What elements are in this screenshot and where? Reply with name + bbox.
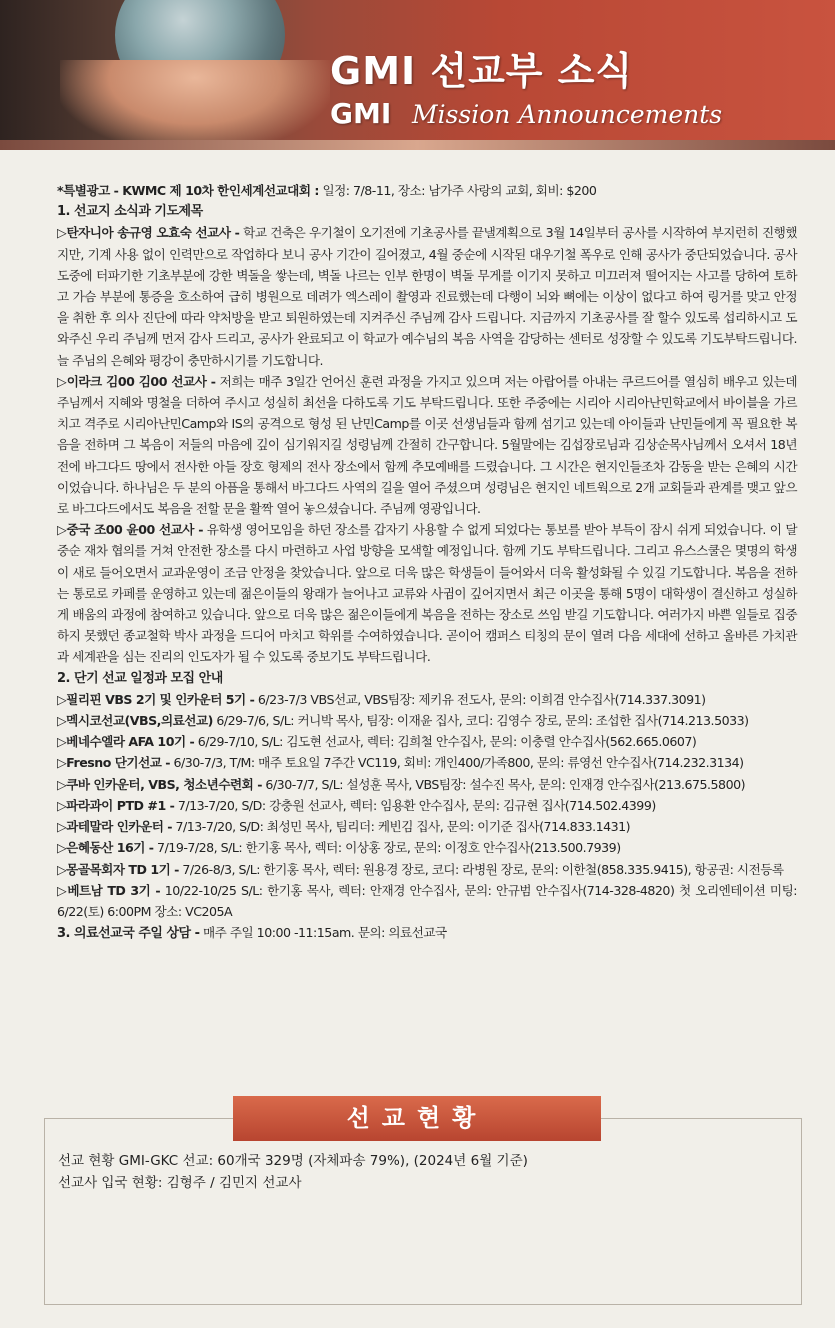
status-box	[44, 1118, 802, 1305]
banner-stripe	[0, 140, 835, 150]
status-header: 선교현황	[233, 1096, 601, 1141]
status-line-mission: 선교 현황 GMI-GKC 선교: 60개국 329명 (자체파송 79%), (2024년 6월 기준)	[58, 1153, 528, 1169]
special-announcement-text: 일정: 7/8-11, 장소: 남가주 사랑의 교회, 회비: $200	[318, 183, 597, 198]
section1-title: 1. 선교지 소식과 기도제목	[57, 204, 203, 220]
trip-item-grace-mountain: ▷은혜동산 16기 - 7/19-7/28, S/L: 한기홍 목사, 렉터: 이상홍 장로, 문의: 이정호 안수집사(213.500.7939)	[57, 840, 621, 856]
title-en-gmi: GMI	[330, 97, 392, 130]
trip-item-fresno: ▷Fresno 단기선교 - 6/30-7/3, T/M: 매주 토요일 7주간 VC119, 회비: 개인400/가족800, 문의: 류영선 안수집사(714.232.3134)	[57, 755, 744, 771]
announcements-body	[57, 180, 797, 944]
trip-item-cuba: ▷쿠바 인카운터, VBS, 청소년수련회 - 6/30-7/7, S/L: 설성훈 목사, VBS팀장: 설수진 목사, 문의: 인재경 안수집사(213.675.5800)	[57, 776, 746, 792]
section3-text: 매주 주일 10:00 -11:15am. 문의: 의료선교국	[199, 925, 447, 941]
trip-item-guatemala: ▷과테말라 인카운터 - 7/13-7/20, S/D: 최성민 목사, 팀리더: 케빈김 집사, 문의: 이기준 집사(714.833.1431)	[57, 819, 631, 835]
status-text	[58, 1150, 778, 1194]
trip-item-philippines: ▷필리핀 VBS 2기 및 인카운터 5기 - 6/23-7/3 VBS선교, VBS팀장: 제키유 전도사, 문의: 이희겸 안수집사(714.337.3091)	[57, 691, 706, 707]
section3-title: 3. 의료선교국 주일 상담 -	[57, 926, 200, 942]
page-title: GMI 선교부 소식	[330, 49, 634, 93]
trip-item-mongolia: ▷몽골목회자 TD 1기 - 7/26-8/3, S/L: 한기홍 목사, 렉터: 원용경 장로, 코디: 라병원 장로, 문의: 이한철(858.335.9415), 항공권: 시전등록	[57, 861, 784, 877]
section3	[57, 922, 797, 944]
trip-item-vietnam: ▷베트남 TD 3기 - 10/22-10/25 S/L: 한기홍 목사, 렉터: 안재경 안수집사, 문의: 안규범 안수집사(714-328-4820) 첫 오리엔테이션 미팅: 6/22(토) 6:00PM 장소: VC205A	[57, 882, 797, 919]
trip-item-venezuela: ▷베네수엘라 AFA 10기 - 6/29-7/10, S/L: 김도현 선교사, 렉터: 김희철 안수집사, 문의: 이충렬 안수집사(562.665.0607)	[57, 734, 697, 750]
hands-image	[60, 60, 330, 150]
status-line-arrivals: 선교사 입국 현황: 김형주 / 김민지 선교사	[58, 1175, 302, 1191]
mission-item-china: ▷중국 조00 윤00 선교사 - 유학생 영어모임을 하던 장소를 갑자기 사용할 수 없게 되었다는 통보를 받아 부득이 잠시 쉬게 되었습니다. 이 달 중순 재차 협의를 거쳐 안전한 장소를 다시 마련하고 사업 방향을 모색할 예정입니다. 함께 기도 부탁드립니다. 그리고 유스스쿨은 몇명의 학생이 새로 들어오면서 교과운영이 조금 안정을 찾았습니다. 앞으로 더욱 많은 학생들이 들어와서 더욱 활성화될 수 있길 기도합니다. 복음을 전하는 통로로 카페를 운영하고 있는데 젊은이들의 왕래가 늘어나고 교류와 사귐이 깊어지면서 최근 이곳을 통해 5명이 대학생이 결신하고 성실하게 배움의 과정에 참여하고 있습니다. 앞으로 더욱 많은 젊은이들에게 복음을 전하는 장소로 쓰임 받길 기도합니다. 여러가지 바쁜 일들로 집중하지 못했던 종교철학 박사 과정을 드디어 마치고 학위를 수여하였습니다. 곧이어 캠퍼스 티칭의 문이 열려 다음 세대에 선하고 올바른 가치관과 세계관을 심는 진리의 인도자가 될 수 있도록 중보기도 부탁드립니다.	[57, 522, 797, 665]
special-announcement-label: *특별광고 - KWMC 제 10차 한인세계선교대회 :	[57, 183, 319, 198]
trip-item-paraguay: ▷파라과이 PTD #1 - 7/13-7/20, S/D: 강충원 선교사, 렉터: 임용환 안수집사, 문의: 김규현 집사(714.502.4399)	[57, 797, 656, 813]
header-banner	[0, 0, 835, 150]
trip-item-mexico: ▷멕시코선교(VBS,의료선교) 6/29-7/6, S/L: 커니박 목사, 팀장: 이재윤 집사, 코디: 김영수 장로, 문의: 조섭한 집사(714.213.5033)	[57, 713, 749, 729]
title-en-script: Mission Announcements	[412, 100, 723, 129]
mission-item-iraq: ▷이라크 김00 김00 선교사 - 저희는 매주 3일간 언어신 훈련 과정을 가지고 있으며 저는 아랍어를 아내는 쿠르드어를 열심히 배우고 있는데 주님께서 지혜와 명철을 더하여 주시고 성실히 최선을 다하도록 기도 부탁드립니다. 또한 주중에는 시리아 시리아난민학교에서 바이블을 가르치고 격주로 시리아난민Camp와 IS의 공격으로 형성 된 난민Camp를 이곳 선생님들과 함께 섬기고 있는데 아이들과 난민들에게 꼭 필요한 복음을 전하며 그 복음이 저들의 마음에 깊이 심기워지길 성령님께 간절히 간구합니다. 5월말에는 김섭장로님과 김상순목사님께서 오셔서 18년전에 바그다드 땅에서 전사한 아들 장호 형제의 전사 장소에서 함께 추모예배를 드렸습니다. 그 시간은 현지인들조차 감동을 받는 은혜의 시간이었습니다. 하나님은 두 분의 아픔을 통해서 바그다드 사역의 길을 열어 주셨으며 성령님은 현지인 네트웍으로 2개 교회들과 관계를 맺고 앞으로 바그다드에서도 복음을 전할 문을 활짝 열어 놓으셨습니다. 주님께 영광입니다.	[57, 373, 797, 517]
section2-title: 2. 단기 선교 일정과 모집 안내	[57, 670, 223, 686]
special-announcement	[57, 180, 797, 201]
mission-item-tanzania: ▷탄자니아 송규영 오효숙 선교사 - 학교 건축은 우기철이 오기전에 기초공사를 끝낼계획으로 3월 14일부터 공사를 시작하여 부지런히 진행했지만, 기계 사용 없이 인력만으로 작업하다 보니 공사 기간이 길어졌고, 4월 중순에 시작된 대우기철 폭우로 인해 공사가 중단되었습니다. 공사 도중에 터파기한 기초부분에 강한 벽돌을 쌓는데, 벽돌 나르는 인부 한명이 벽돌 무게를 이기지 못하고 미끄러져 떨어지는 사고를 당하여 토하고 가슴 부분에 통증을 호소하여 급히 병원으로 데려가 엑스레이 촬영과 진료했는데 다행이 뇌와 뼈에는 이상이 없다고 하여 링거를 맞고 안정을 취한 후 의사 진단에 따라 약처방을 받고 퇴원하였는데 지켜주신 주님께 감사 드립니다. 지금까지 기초공사를 잘 할수 있도록 섭리하시고 도와주신 우리 주님께 먼저 감사 드리고, 공사가 완료되고 이 학교가 예수님의 복음 사역을 감당하는 센터로 성장할 수 있도록 기도부탁드립니다. 늘 주님의 은혜와 평강이 충만하시기를 기도합니다.	[57, 225, 797, 368]
